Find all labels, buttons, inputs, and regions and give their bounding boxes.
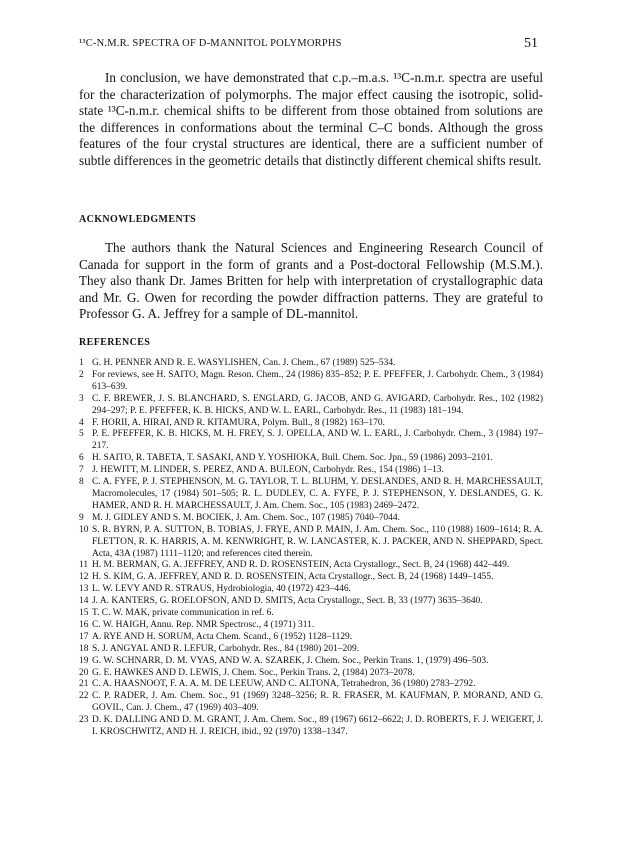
- reference-text: H. M. BERMAN, G. A. JEFFREY, AND R. D. ROSENSTEIN, Acta Crystallogr., Sect. B, 24 (1968) 442–449.: [92, 560, 510, 571]
- reference-text: C. P. RADER, J. Am. Chem. Soc., 91 (1969) 3248–3256; R. R. FRASER, M. KAUFMAN, P. MORAND, AND G. GOVIL, Can. J. Chem., 47 (1969) 403–409.: [92, 691, 543, 714]
- reference-text: P. E. PFEFFER, K. B. HICKS, M. H. FREY, S. J. OPELLA, AND W. L. EARL, J. Carbohydr. Chem., 3 (1984) 197–217.: [92, 429, 543, 452]
- reference-text: T. C. W. MAK, private communication in ref. 6.: [92, 608, 274, 619]
- reference-number: 18: [79, 643, 89, 654]
- reference-text: C. F. BREWER, J. S. BLANCHARD, S. ENGLARD, G. JACOB, AND G. AVIGARD, Carbohydr. Res., 102 (1982) 294–297; P. E. PFEFFER, K. B. HICKS, AND W. L. EARL, Carbohydr. Res., 11 (1983) 181–194.: [92, 393, 543, 416]
- reference-item: [79, 394, 543, 418]
- reference-text: J. A. KANTERS, G. ROELOFSON, AND D. SMITS, Acta Crystallogr., Sect. B, 33 (1977) 3635–3640.: [92, 596, 483, 607]
- conclusion-paragraph: [79, 70, 543, 170]
- reference-item: [79, 679, 543, 691]
- reference-item: [79, 560, 543, 572]
- reference-number: 19: [79, 655, 89, 666]
- reference-item: [79, 525, 543, 561]
- reference-number: 15: [79, 608, 89, 619]
- reference-item: [79, 358, 543, 370]
- reference-number: 20: [79, 667, 89, 678]
- reference-list: [79, 358, 543, 739]
- reference-text: H. SAITO, R. TABETA, T. SASAKI, AND Y. YOSHIOKA, Bull. Chem. Soc. Jpn., 59 (1986) 2093–2101.: [92, 453, 493, 464]
- reference-item: [79, 656, 543, 668]
- reference-number: 11: [79, 560, 89, 571]
- reference-text: C. A. HAASNOOT, F. A. A. M. DE LEEUW, AND C. ALTONA, Tetrahedron, 36 (1980) 2783–2792.: [92, 679, 476, 690]
- reference-item: [79, 596, 543, 608]
- reference-text: S. J. ANGYAL AND R. LEFUR, Carbohydr. Res., 84 (1980) 201–209.: [92, 643, 360, 654]
- reference-text: G. E. HAWKES AND D. LEWIS, J. Chem. Soc., Perkin Trans. 2, (1984) 2073–2078.: [92, 667, 415, 678]
- reference-item: [79, 572, 543, 584]
- reference-number: 5: [79, 429, 84, 440]
- reference-item: [79, 453, 543, 465]
- reference-number: 16: [79, 619, 89, 630]
- reference-text: F. HORII, A. HIRAI, AND R. KITAMURA, Polym. Bull., 8 (1982) 163–170.: [92, 417, 385, 428]
- reference-number: 4: [79, 417, 84, 428]
- reference-number: 9: [79, 512, 84, 523]
- reference-number: 12: [79, 572, 89, 583]
- acknowledgments-paragraph: [79, 240, 543, 323]
- reference-item: [79, 584, 543, 596]
- acknowledgments-heading: ACKNOWLEDGMENTS: [79, 214, 197, 225]
- reference-item: [79, 370, 543, 394]
- reference-item: [79, 715, 543, 739]
- reference-item: [79, 620, 543, 632]
- reference-text: For reviews, see H. SAITO, Magn. Reson. Chem., 24 (1986) 835–852; P. E. PFEFFER, J. Carbohydr. Chem., 3 (1984) 613–639.: [92, 369, 543, 392]
- page-number: 51: [524, 36, 538, 51]
- reference-number: 2: [79, 369, 84, 380]
- reference-text: C. A. FYFE, P. J. STEPHENSON, M. G. TAYLOR, T. L. BLUHM, Y. DESLANDES, AND R. H. MARCHESSAULT, Macromolecules, 17 (1984) 501–505; R. L. DUDLEY, C. A. FYFE, P. J. STEPHENSON, Y. DESLANDES, G. K. HAMER, AND R. H. MARCHESSAULT, J. Am. Chem. Soc., 105 (1983) 2469–2472.: [92, 477, 543, 511]
- reference-number: 10: [79, 524, 89, 535]
- reference-number: 1: [79, 358, 84, 368]
- reference-item: [79, 477, 543, 513]
- reference-item: [79, 632, 543, 644]
- reference-item: [79, 668, 543, 680]
- reference-text: G. W. SCHNARR, D. M. VYAS, AND W. A. SZAREK, J. Chem. Soc., Perkin Trans. 1, (1979) 496–503.: [92, 655, 489, 666]
- reference-item: [79, 691, 543, 715]
- reference-number: 14: [79, 596, 89, 607]
- reference-item: [79, 608, 543, 620]
- reference-item: [79, 513, 543, 525]
- reference-item: [79, 465, 543, 477]
- reference-text: S. R. BYRN, P. A. SUTTON, B. TOBIAS, J. FRYE, AND P. MAIN, J. Am. Chem. Soc., 110 (1988) 1609–1614; R. A. FLETTON, R. K. HARRIS, A. M. KENWRIGHT, R. W. LANCASTER, K. J. PACKER, AND N. SHEPPARD, Spect. Acta, 43A (1987) 1111–1120; and references cited therein.: [92, 524, 543, 559]
- reference-text: D. K. DALLING AND D. M. GRANT, J. Am. Chem. Soc., 89 (1967) 6612–6622; J. D. ROBERTS, F. J. WEIGERT, J. I. KROSCHWITZ, AND H. J. REICH, ibid., 92 (1970) 1338–1347.: [92, 715, 543, 738]
- reference-number: 23: [79, 715, 89, 726]
- reference-text: C. W. HAIGH, Annu. Rep. NMR Spectrosc., 4 (1971) 311.: [92, 619, 315, 630]
- reference-item: [79, 644, 543, 656]
- reference-number: 21: [79, 679, 89, 690]
- reference-text: A. RYE AND H. SORUM, Acta Chem. Scand., 6 (1952) 1128–1129.: [92, 631, 353, 642]
- reference-text: L. W. LEVY AND R. STRAUS, Hydrobiologia, 40 (1972) 423–446.: [92, 584, 351, 595]
- reference-text: J. HEWITT, M. LINDER, S. PEREZ, AND A. BULEON, Carbohydr. Res., 154 (1986) 1–13.: [92, 465, 444, 476]
- page-header: [79, 38, 538, 54]
- acknowledgments-text: The authors thank the Natural Sciences and Engineering Research Council of Canada for support in the form of grants and a Post-doctoral Fellowship (M.S.M.). They also thank Dr. James Britten for help with interpretation of crystallographic data and Mr. G. Owen for recording the powder diffraction patterns. They are grateful to Professor G. A. Jeffrey for a sample of DL-mannitol.: [79, 240, 543, 322]
- running-head: ¹³C-N.M.R. SPECTRA OF D-MANNITOL POLYMORPHS: [79, 38, 342, 49]
- reference-text: M. J. GIDLEY AND S. M. BOCIEK, J. Am. Chem. Soc., 107 (1985) 7040–7044.: [92, 512, 400, 523]
- reference-number: 6: [79, 453, 84, 464]
- reference-number: 22: [79, 691, 89, 702]
- reference-number: 17: [79, 631, 89, 642]
- reference-number: 3: [79, 393, 84, 404]
- reference-item: [79, 429, 543, 453]
- reference-number: 8: [79, 477, 84, 488]
- reference-text: G. H. PENNER AND R. E. WASYLISHEN, Can. J. Chem., 67 (1989) 525–534.: [92, 358, 396, 368]
- reference-number: 13: [79, 584, 89, 595]
- reference-text: H. S. KIM, G. A. JEFFREY, AND R. D. ROSENSTEIN, Acta Crystallogr., Sect. B, 24 (1968) 1449–1455.: [92, 572, 494, 583]
- references-heading: REFERENCES: [79, 337, 151, 348]
- conclusion-text: In conclusion, we have demonstrated that c.p.–m.a.s. ¹³C-n.m.r. spectra are useful for the characterization of polymorphs. The major effect causing the isotropic, solid-state ¹³C-n.m.r. chemical shifts to be different from those obtained from solutions are the differences in conformations about the terminal C–C bonds. Although the gross features of the four crystal structures are identical, there are a sufficient number of subtle differences in the geometric details that distinctly different chemical shifts result.: [79, 70, 543, 168]
- reference-item: [79, 418, 543, 430]
- reference-number: 7: [79, 465, 84, 476]
